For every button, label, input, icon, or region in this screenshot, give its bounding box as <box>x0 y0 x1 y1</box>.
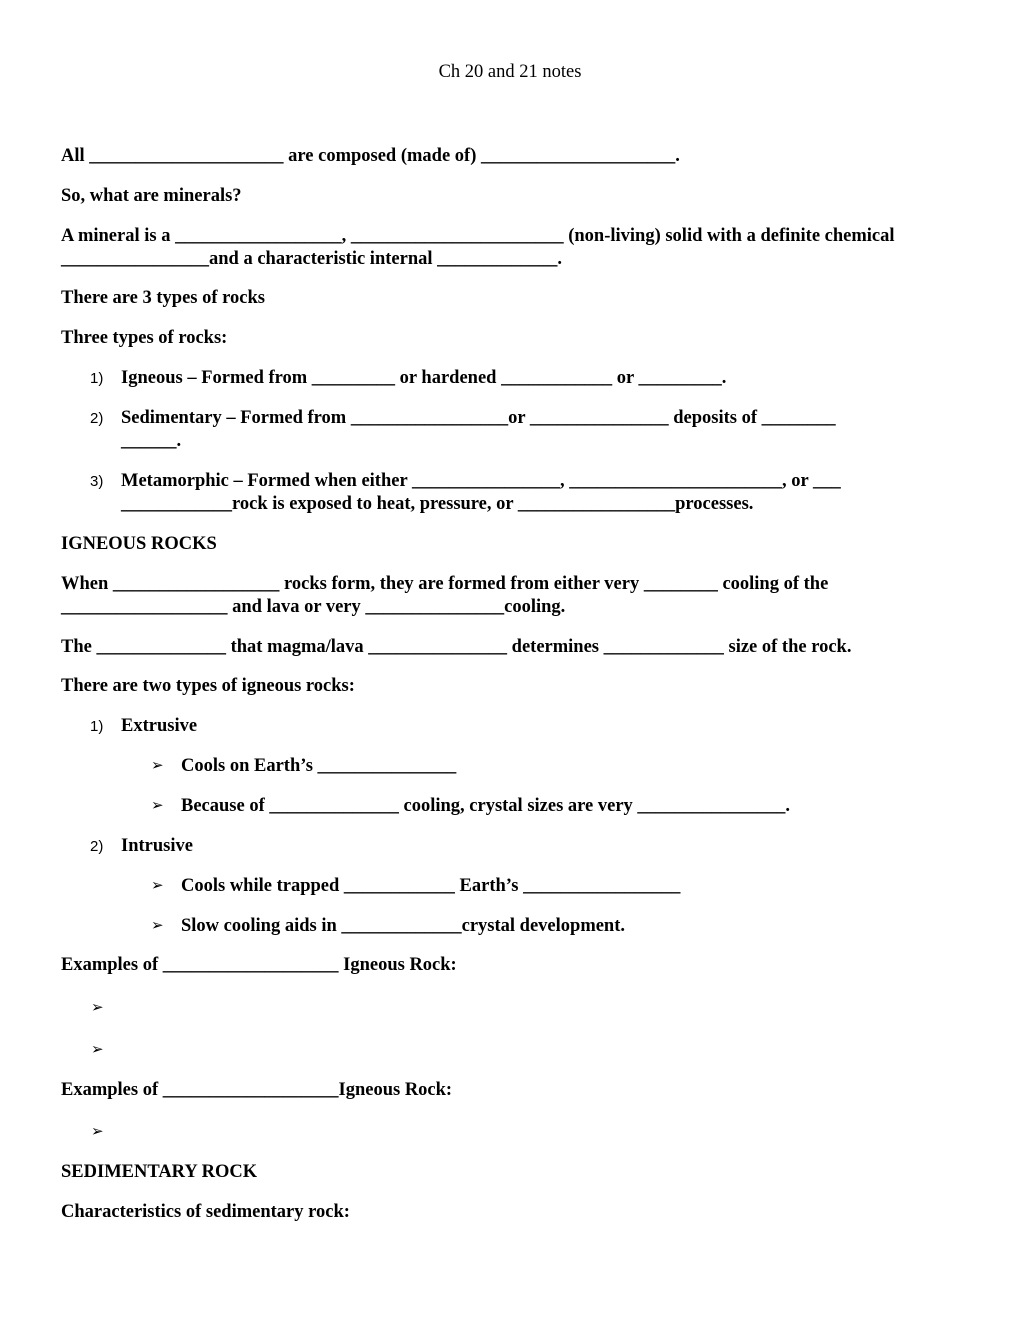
text-line-question: So, what are minerals? <box>61 186 242 206</box>
bullet-text: Because of ______________ cooling, crystal sizes are very ________________. <box>181 796 791 816</box>
section-heading-igneous: IGNEOUS ROCKS <box>61 534 217 554</box>
list-item-extrusive: Extrusive <box>121 716 198 736</box>
list-item-igneous: Igneous – Formed from _________ or hardened ____________ or _________. <box>121 368 727 388</box>
bullet-text: Slow cooling aids in _____________crystal development. <box>181 916 626 936</box>
text-line-all: All _____________________ are composed (made of) _____________________. <box>61 146 680 166</box>
text-line-types-heading: Three types of rocks: <box>61 328 228 348</box>
text-line-determines: The ______________ that magma/lava _______________ determines _____________ size of the rock. <box>61 637 852 657</box>
page-title: Ch 20 and 21 notes <box>438 62 582 82</box>
list-number: 1) <box>90 370 104 387</box>
list-item-metamorphic: Metamorphic – Formed when either ________________, _______________________, or ___ <box>121 471 841 491</box>
arrow-bullet-icon: ➢ <box>151 758 164 774</box>
arrow-bullet-icon: ➢ <box>91 1042 104 1058</box>
bullet-text: Cools while trapped ____________ Earth’s _________________ <box>181 876 681 896</box>
section-heading-sedimentary: SEDIMENTARY ROCK <box>61 1162 258 1182</box>
text-line-when-cont: __________________ and lava or very _______________cooling. <box>61 597 566 617</box>
list-item-metamorphic-cont: ____________rock is exposed to heat, pressure, or _________________processes. <box>121 494 754 514</box>
text-line-three-types: There are 3 types of rocks <box>61 288 265 308</box>
list-item-sedimentary-cont: ______. <box>121 431 182 451</box>
arrow-bullet-icon: ➢ <box>151 798 164 814</box>
text-line-mineral-def: A mineral is a __________________, _______________________ (non-living) solid with a definite chemical <box>61 226 895 246</box>
arrow-bullet-icon: ➢ <box>91 1000 104 1016</box>
text-line-examples-2: Examples of ___________________Igneous Rock: <box>61 1080 453 1100</box>
list-number: 2) <box>90 838 104 855</box>
text-line-characteristics: Characteristics of sedimentary rock: <box>61 1202 350 1222</box>
list-number: 2) <box>90 410 104 427</box>
arrow-bullet-icon: ➢ <box>91 1124 104 1140</box>
text-line-when: When __________________ rocks form, they are formed from either very ________ cooling of the <box>61 574 829 594</box>
arrow-bullet-icon: ➢ <box>151 918 164 934</box>
list-item-intrusive: Intrusive <box>121 836 193 856</box>
text-line-two-types: There are two types of igneous rocks: <box>61 676 355 696</box>
list-number: 1) <box>90 718 104 735</box>
text-line-mineral-def-cont: ________________and a characteristic internal _____________. <box>61 249 562 269</box>
arrow-bullet-icon: ➢ <box>151 878 164 894</box>
list-item-sedimentary: Sedimentary – Formed from _________________or _______________ deposits of ________ <box>121 408 836 428</box>
bullet-text: Cools on Earth’s _______________ <box>181 756 457 776</box>
text-line-examples-1: Examples of ___________________ Igneous Rock: <box>61 955 457 975</box>
list-number: 3) <box>90 473 104 490</box>
